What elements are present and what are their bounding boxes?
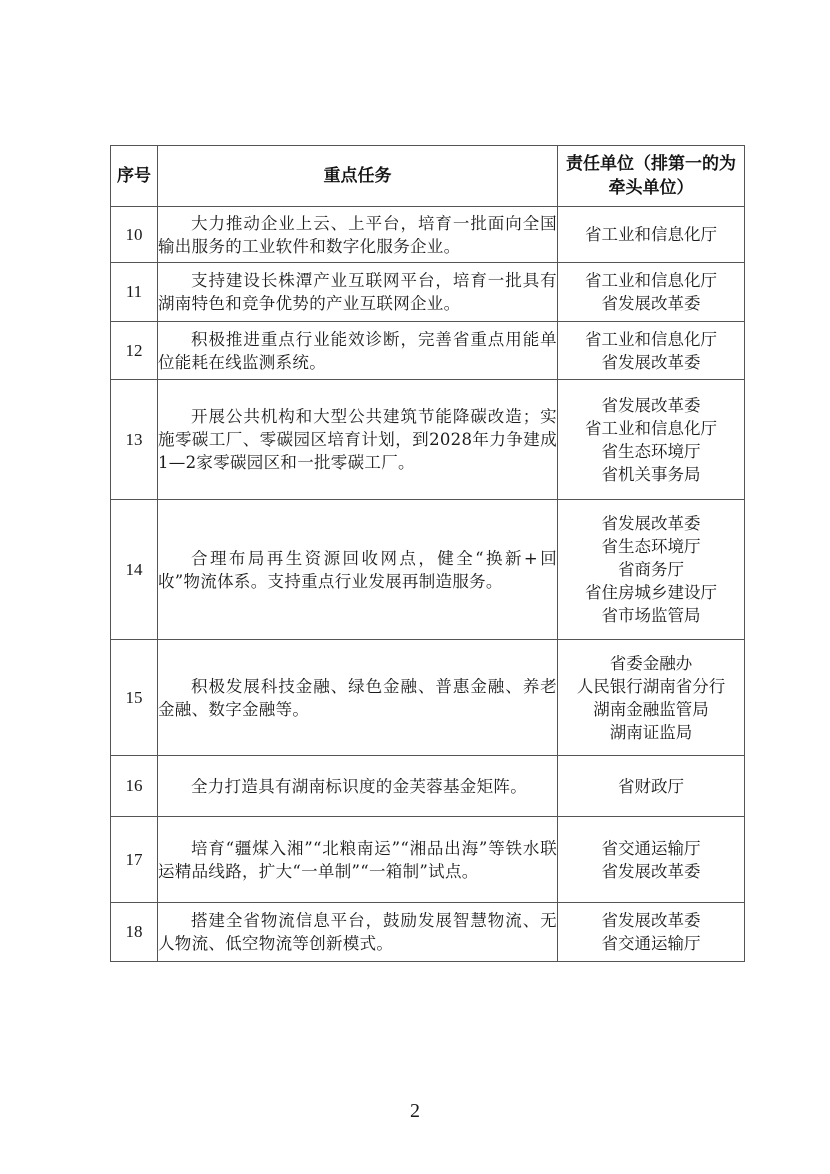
table-header-row <box>111 146 745 207</box>
unit-item: 湖南证监局 <box>609 722 693 742</box>
row-task-text: 支持建设长株潭产业互联网平台，培育一批具有湖南特色和竞争优势的产业互联网企业。 <box>158 271 557 313</box>
row-units <box>558 380 745 500</box>
row-num: 14 <box>111 500 158 640</box>
row-num: 17 <box>111 817 158 903</box>
row-task <box>158 207 558 263</box>
header-unit-text: 责任单位（排第一的为牵头单位） <box>566 154 736 198</box>
row-units <box>558 500 745 640</box>
unit-item: 省工业和信息化厅 <box>585 271 717 290</box>
unit-item: 省住房城乡建设厅 <box>585 583 717 602</box>
header-task: 重点任务 <box>158 146 558 207</box>
row-num: 10 <box>111 207 158 263</box>
unit-item: 省生态环境厅 <box>601 537 701 556</box>
unit-item: 省交通运输厅 <box>601 838 701 858</box>
row-num: 16 <box>111 756 158 817</box>
unit-item: 省发展改革委 <box>601 861 701 881</box>
unit-item: 省工业和信息化厅 <box>585 225 717 244</box>
unit-item: 湖南金融监管局 <box>593 699 709 719</box>
table-row <box>111 322 745 380</box>
row-num: 11 <box>111 263 158 322</box>
row-task <box>158 817 558 903</box>
row-units <box>558 207 745 263</box>
unit-item: 省工业和信息化厅 <box>585 418 717 438</box>
row-num: 12 <box>111 322 158 380</box>
row-task <box>158 756 558 817</box>
row-task-text: 开展公共机构和大型公共建筑节能降碳改造；实施零碳工厂、零碳园区培育计划，到2028年力争建成1—2家零碳园区和一批零碳工厂。 <box>158 407 557 472</box>
row-units <box>558 263 745 322</box>
row-task <box>158 640 558 756</box>
table-row <box>111 903 745 962</box>
row-units <box>558 756 745 817</box>
row-num: 13 <box>111 380 158 500</box>
row-num: 18 <box>111 903 158 962</box>
unit-item: 省工业和信息化厅 <box>585 329 717 349</box>
row-task-text: 全力打造具有湖南标识度的金芙蓉基金矩阵。 <box>191 776 527 796</box>
unit-item: 省发展改革委 <box>601 395 701 415</box>
unit-item: 省市场监管局 <box>601 606 701 625</box>
unit-item: 省生态环境厅 <box>601 441 701 461</box>
unit-item: 省机关事务局 <box>601 464 701 484</box>
unit-item: 省发展改革委 <box>601 294 701 313</box>
task-table <box>110 145 745 962</box>
row-units <box>558 322 745 380</box>
row-task <box>158 500 558 640</box>
header-unit <box>558 146 745 207</box>
unit-item: 省发展改革委 <box>601 352 701 372</box>
row-num: 15 <box>111 640 158 756</box>
unit-item: 省发展改革委 <box>601 911 701 930</box>
row-units <box>558 903 745 962</box>
row-units <box>558 817 745 903</box>
row-task <box>158 322 558 380</box>
unit-item: 省财政厅 <box>618 776 684 796</box>
unit-item: 省商务厅 <box>618 560 684 579</box>
row-task <box>158 380 558 500</box>
row-task-text: 大力推动企业上云、上平台，培育一批面向全国输出服务的工业软件和数字化服务企业。 <box>158 213 557 256</box>
unit-item: 省发展改革委 <box>601 514 701 533</box>
table-row <box>111 756 745 817</box>
row-units <box>558 640 745 756</box>
table-row <box>111 500 745 640</box>
unit-item: 省交通运输厅 <box>601 934 701 953</box>
table-body <box>111 207 745 962</box>
page-number: 2 <box>410 1100 420 1122</box>
table-row <box>111 817 745 903</box>
row-task-text: 搭建全省物流信息平台，鼓励发展智慧物流、无人物流、低空物流等创新模式。 <box>158 911 557 953</box>
table-row <box>111 380 745 500</box>
row-task-text: 积极推进重点行业能效诊断，完善省重点用能单位能耗在线监测系统。 <box>158 329 557 372</box>
unit-item: 省委金融办 <box>609 653 693 673</box>
row-task-text: 培育“疆煤入湘”“北粮南运”“湘品出海”等铁水联运精品线路，扩大“一单制”“一箱制”试点。 <box>158 838 557 881</box>
table-row <box>111 263 745 322</box>
table-row <box>111 207 745 263</box>
row-task-text: 合理布局再生资源回收网点，健全“换新+回收”物流体系。支持重点行业发展再制造服务。 <box>158 548 557 591</box>
row-task-text: 积极发展科技金融、绿色金融、普惠金融、养老金融、数字金融等。 <box>158 676 557 719</box>
row-task <box>158 263 558 322</box>
unit-item: 人民银行湖南省分行 <box>576 676 726 696</box>
row-task <box>158 903 558 962</box>
table-row <box>111 640 745 756</box>
header-num: 序号 <box>111 146 158 207</box>
